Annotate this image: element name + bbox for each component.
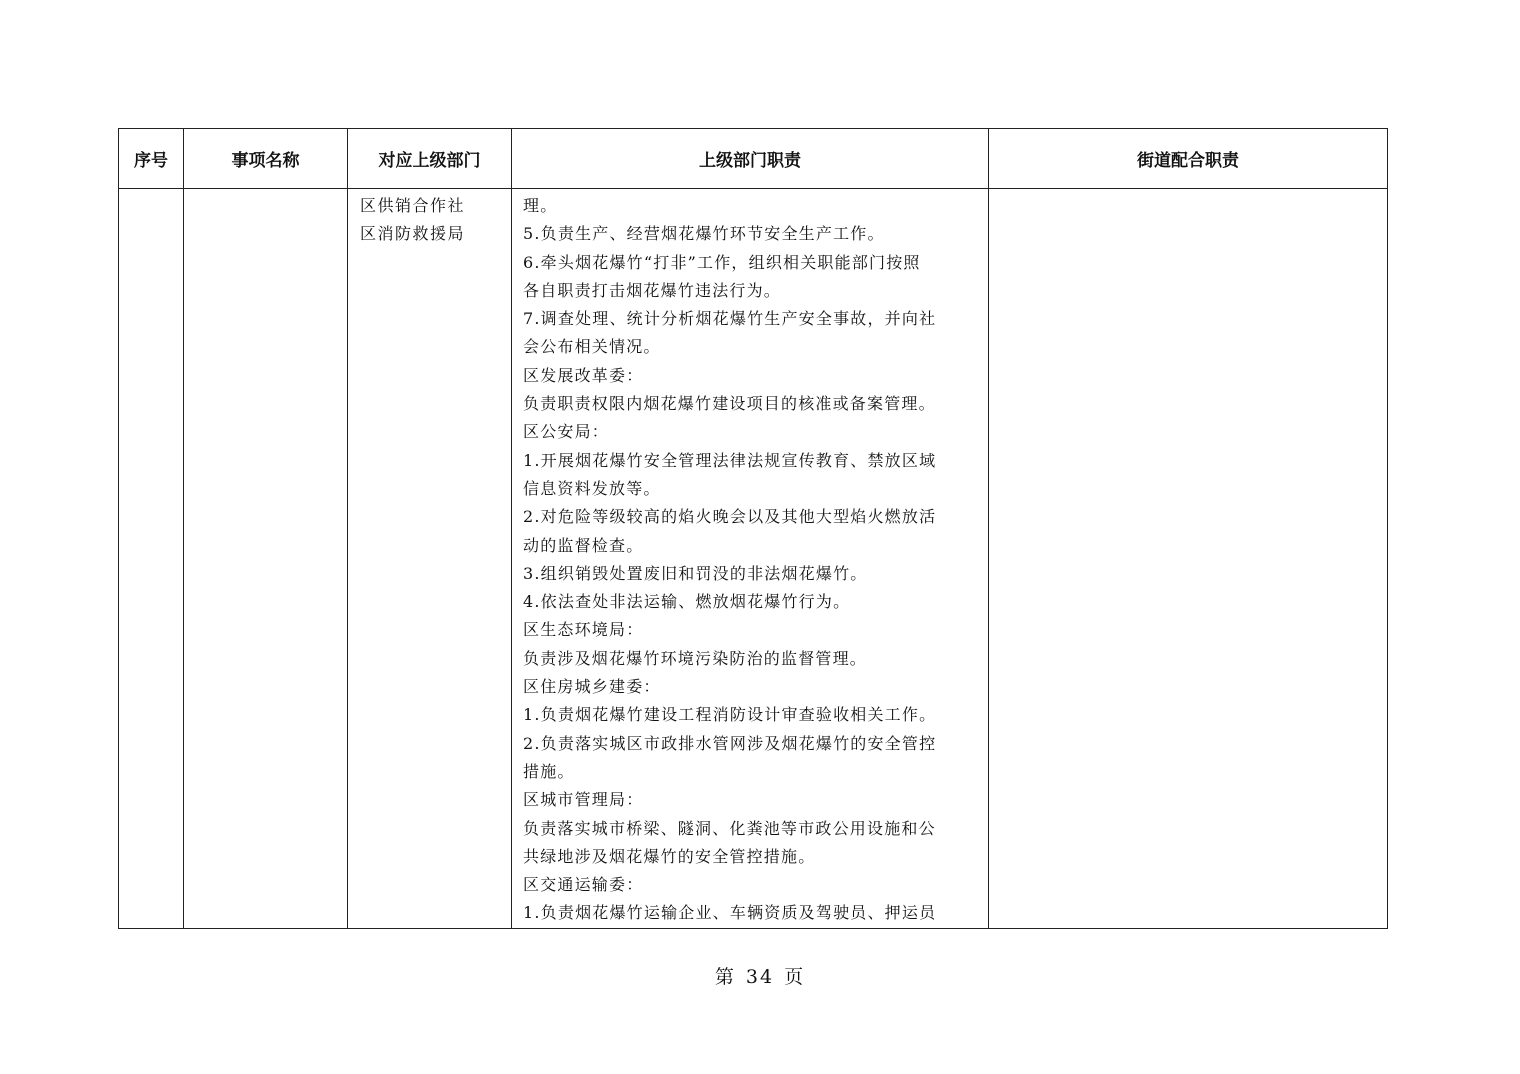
duty-table bbox=[118, 128, 1388, 929]
cell-street-duty bbox=[989, 189, 1388, 929]
duty-line: 各自职责打击烟花爆竹违法行为。 bbox=[523, 280, 782, 300]
duty-line: 2.对危险等级较高的焰火晚会以及其他大型焰火燃放活 bbox=[523, 507, 937, 527]
page-number: 34 bbox=[745, 966, 775, 988]
dept-line: 区供销合作社 bbox=[360, 196, 466, 215]
cell-item-name bbox=[184, 189, 348, 929]
header-upper-dept: 对应上级部门 bbox=[348, 129, 512, 189]
duty-line: 负责涉及烟花爆竹环境污染防治的监督管理。 bbox=[523, 648, 868, 668]
duty-line: 区住房城乡建委： bbox=[523, 677, 661, 697]
cell-seq bbox=[119, 189, 184, 929]
duty-line: 措施。 bbox=[523, 761, 575, 781]
duty-line: 6.牵头烟花爆竹“打非”工作，组织相关职能部门按照 bbox=[523, 252, 921, 272]
header-street-duty: 街道配合职责 bbox=[989, 129, 1388, 189]
duty-line: 1.负责烟花爆竹运输企业、车辆资质及驾驶员、押运员 bbox=[523, 903, 937, 923]
duty-line: 信息资料发放等。 bbox=[523, 478, 661, 498]
duty-line: 区交通运输委： bbox=[523, 875, 644, 895]
duty-line: 理。 bbox=[523, 196, 558, 215]
header-upper-duty: 上级部门职责 bbox=[512, 129, 989, 189]
duty-line: 5.负责生产、经营烟花爆竹环节安全生产工作。 bbox=[523, 224, 885, 244]
duty-line: 区发展改革委： bbox=[523, 365, 644, 385]
duty-line: 区公安局： bbox=[523, 422, 610, 442]
duty-line: 4.依法查处非法运输、燃放烟花爆竹行为。 bbox=[523, 592, 851, 612]
header-seq: 序号 bbox=[119, 129, 184, 189]
duty-line: 动的监督检查。 bbox=[523, 535, 644, 555]
duty-line: 3.组织销毁处置废旧和罚没的非法烟花爆竹。 bbox=[523, 563, 868, 583]
dept-line: 区消防救援局 bbox=[360, 224, 466, 244]
table-header-row bbox=[119, 129, 1388, 189]
cell-upper-dept bbox=[348, 189, 512, 929]
page-footer bbox=[0, 962, 1520, 989]
duty-line: 负责职责权限内烟花爆竹建设项目的核准或备案管理。 bbox=[523, 394, 936, 414]
cell-upper-duty bbox=[512, 189, 989, 929]
duty-line: 7.调查处理、统计分析烟花爆竹生产安全事故，并向社 bbox=[523, 309, 937, 329]
page-prefix: 第 bbox=[714, 966, 736, 988]
duty-line: 2.负责落实城区市政排水管网涉及烟花爆竹的安全管控 bbox=[523, 733, 937, 753]
duty-line: 共绿地涉及烟花爆竹的安全管控措施。 bbox=[523, 846, 816, 866]
header-item-name: 事项名称 bbox=[184, 129, 348, 189]
duty-line: 区生态环境局： bbox=[523, 620, 644, 640]
table-row bbox=[119, 189, 1388, 929]
duty-line: 区城市管理局： bbox=[523, 790, 644, 810]
duty-line: 会公布相关情况。 bbox=[523, 337, 661, 357]
duty-line: 负责落实城市桥梁、隧洞、化粪池等市政公用设施和公 bbox=[523, 818, 936, 838]
duty-line: 1.开展烟花爆竹安全管理法律法规宣传教育、禁放区域 bbox=[523, 450, 937, 470]
page-suffix: 页 bbox=[784, 966, 806, 988]
duty-line: 1.负责烟花爆竹建设工程消防设计审查验收相关工作。 bbox=[523, 705, 937, 725]
